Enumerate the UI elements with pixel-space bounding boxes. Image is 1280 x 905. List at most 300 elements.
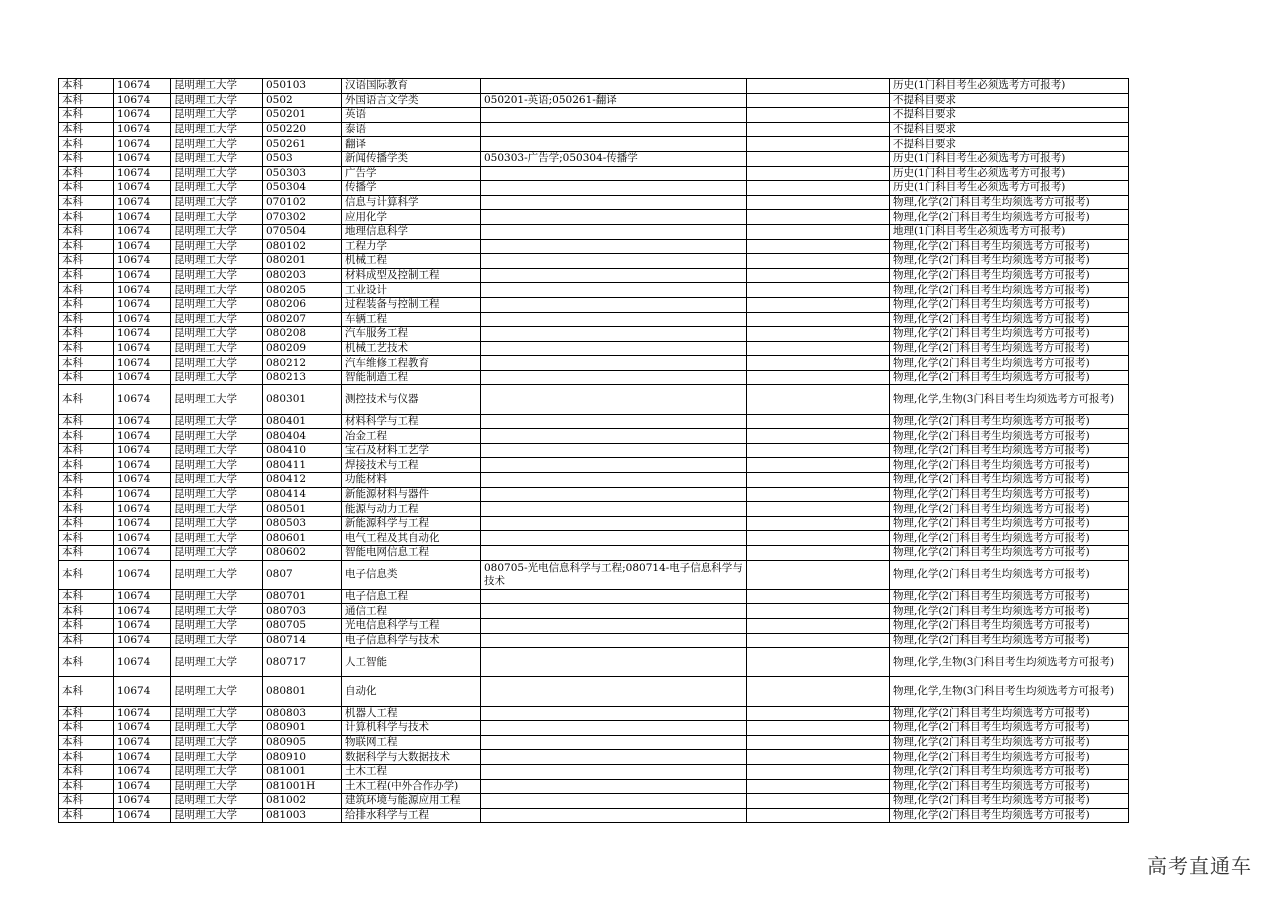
level-cell: 本科 bbox=[59, 502, 114, 517]
school-code-cell: 10674 bbox=[114, 210, 171, 225]
included-majors-cell bbox=[481, 531, 747, 546]
school-code-cell: 10674 bbox=[114, 735, 171, 750]
table-row bbox=[59, 589, 1129, 604]
subject-requirement-cell: 物理,化学(2门科目考生均须选考方可报考) bbox=[890, 502, 1129, 517]
table-row bbox=[59, 735, 1129, 750]
level-cell: 本科 bbox=[59, 808, 114, 823]
major-code-cell: 080910 bbox=[263, 750, 342, 765]
notes-cell bbox=[747, 779, 890, 794]
level-cell: 本科 bbox=[59, 487, 114, 502]
school-name-cell: 昆明理工大学 bbox=[171, 414, 263, 429]
subject-requirement-cell: 物理,化学(2门科目考生均须选考方可报考) bbox=[890, 764, 1129, 779]
major-code-cell: 080717 bbox=[263, 648, 342, 677]
school-name-cell: 昆明理工大学 bbox=[171, 764, 263, 779]
school-code-cell: 10674 bbox=[114, 297, 171, 312]
school-name-cell: 昆明理工大学 bbox=[171, 735, 263, 750]
school-code-cell: 10674 bbox=[114, 677, 171, 706]
included-majors-cell bbox=[481, 254, 747, 269]
notes-cell bbox=[747, 473, 890, 488]
major-code-cell: 080602 bbox=[263, 546, 342, 561]
subject-requirement-cell: 物理,化学(2门科目考生均须选考方可报考) bbox=[890, 604, 1129, 619]
table-row bbox=[59, 633, 1129, 648]
school-code-cell: 10674 bbox=[114, 385, 171, 414]
subject-requirement-cell: 不提科目要求 bbox=[890, 122, 1129, 137]
school-name-cell: 昆明理工大学 bbox=[171, 560, 263, 589]
included-majors-cell bbox=[481, 750, 747, 765]
included-majors-cell bbox=[481, 764, 747, 779]
table-row bbox=[59, 473, 1129, 488]
subject-requirement-cell: 物理,化学,生物(3门科目考生均须选考方可报考) bbox=[890, 648, 1129, 677]
major-code-cell: 080401 bbox=[263, 414, 342, 429]
school-code-cell: 10674 bbox=[114, 764, 171, 779]
major-code-cell: 080404 bbox=[263, 429, 342, 444]
included-majors-cell bbox=[481, 487, 747, 502]
table-row bbox=[59, 502, 1129, 517]
included-majors-cell bbox=[481, 181, 747, 196]
subject-requirement-cell: 物理,化学(2门科目考生均须选考方可报考) bbox=[890, 239, 1129, 254]
major-code-cell: 0807 bbox=[263, 560, 342, 589]
major-code-cell: 080901 bbox=[263, 721, 342, 736]
subject-requirement-cell: 物理,化学(2门科目考生均须选考方可报考) bbox=[890, 721, 1129, 736]
school-name-cell: 昆明理工大学 bbox=[171, 589, 263, 604]
school-code-cell: 10674 bbox=[114, 706, 171, 721]
school-name-cell: 昆明理工大学 bbox=[171, 151, 263, 166]
major-code-cell: 080208 bbox=[263, 327, 342, 342]
included-majors-cell bbox=[481, 502, 747, 517]
table-row bbox=[59, 604, 1129, 619]
major-code-cell: 080501 bbox=[263, 502, 342, 517]
major-name-cell: 车辆工程 bbox=[342, 312, 481, 327]
notes-cell bbox=[747, 429, 890, 444]
table-row bbox=[59, 356, 1129, 371]
major-code-cell: 080301 bbox=[263, 385, 342, 414]
included-majors-cell bbox=[481, 648, 747, 677]
included-majors-cell bbox=[481, 327, 747, 342]
major-name-cell: 汽车维修工程教育 bbox=[342, 356, 481, 371]
subject-requirement-cell: 物理,化学(2门科目考生均须选考方可报考) bbox=[890, 618, 1129, 633]
table-row bbox=[59, 516, 1129, 531]
major-code-cell: 080601 bbox=[263, 531, 342, 546]
table-row bbox=[59, 283, 1129, 298]
school-name-cell: 昆明理工大学 bbox=[171, 312, 263, 327]
school-code-cell: 10674 bbox=[114, 93, 171, 108]
notes-cell bbox=[747, 108, 890, 123]
major-name-cell: 新能源材料与器件 bbox=[342, 487, 481, 502]
subject-requirement-cell: 物理,化学(2门科目考生均须选考方可报考) bbox=[890, 589, 1129, 604]
major-code-cell: 050103 bbox=[263, 79, 342, 94]
school-code-cell: 10674 bbox=[114, 151, 171, 166]
school-code-cell: 10674 bbox=[114, 356, 171, 371]
table-row bbox=[59, 195, 1129, 210]
school-name-cell: 昆明理工大学 bbox=[171, 370, 263, 385]
major-code-cell: 080705 bbox=[263, 618, 342, 633]
included-majors-cell bbox=[481, 341, 747, 356]
included-majors-cell bbox=[481, 794, 747, 809]
school-code-cell: 10674 bbox=[114, 122, 171, 137]
table-row bbox=[59, 414, 1129, 429]
level-cell: 本科 bbox=[59, 254, 114, 269]
school-code-cell: 10674 bbox=[114, 589, 171, 604]
major-name-cell: 机械工程 bbox=[342, 254, 481, 269]
subject-requirement-cell: 物理,化学,生物(3门科目考生均须选考方可报考) bbox=[890, 385, 1129, 414]
table-row bbox=[59, 370, 1129, 385]
notes-cell bbox=[747, 93, 890, 108]
table-row bbox=[59, 458, 1129, 473]
subject-requirement-cell: 物理,化学(2门科目考生均须选考方可报考) bbox=[890, 735, 1129, 750]
notes-cell bbox=[747, 516, 890, 531]
included-majors-cell bbox=[481, 706, 747, 721]
major-code-cell: 081002 bbox=[263, 794, 342, 809]
major-code-cell: 050304 bbox=[263, 181, 342, 196]
subject-requirement-cell: 不提科目要求 bbox=[890, 137, 1129, 152]
level-cell: 本科 bbox=[59, 473, 114, 488]
major-name-cell: 冶金工程 bbox=[342, 429, 481, 444]
school-code-cell: 10674 bbox=[114, 487, 171, 502]
subject-requirement-cell: 不提科目要求 bbox=[890, 93, 1129, 108]
level-cell: 本科 bbox=[59, 312, 114, 327]
level-cell: 本科 bbox=[59, 195, 114, 210]
major-name-cell: 宝石及材料工艺学 bbox=[342, 443, 481, 458]
notes-cell bbox=[747, 458, 890, 473]
subject-requirement-cell: 物理,化学(2门科目考生均须选考方可报考) bbox=[890, 414, 1129, 429]
notes-cell bbox=[747, 370, 890, 385]
subject-requirement-cell: 物理,化学(2门科目考生均须选考方可报考) bbox=[890, 458, 1129, 473]
school-name-cell: 昆明理工大学 bbox=[171, 166, 263, 181]
subject-requirement-cell: 物理,化学(2门科目考生均须选考方可报考) bbox=[890, 210, 1129, 225]
included-majors-cell bbox=[481, 210, 747, 225]
major-name-cell: 焊接技术与工程 bbox=[342, 458, 481, 473]
watermark-logo: 高考直通车 bbox=[1147, 854, 1252, 878]
subject-requirement-cell: 历史(1门科目考生必须选考方可报考) bbox=[890, 151, 1129, 166]
school-code-cell: 10674 bbox=[114, 429, 171, 444]
school-code-cell: 10674 bbox=[114, 268, 171, 283]
notes-cell bbox=[747, 560, 890, 589]
major-code-cell: 080803 bbox=[263, 706, 342, 721]
school-code-cell: 10674 bbox=[114, 327, 171, 342]
subject-requirement-cell: 不提科目要求 bbox=[890, 108, 1129, 123]
subject-requirement-cell: 物理,化学(2门科目考生均须选考方可报考) bbox=[890, 195, 1129, 210]
school-name-cell: 昆明理工大学 bbox=[171, 137, 263, 152]
notes-cell bbox=[747, 239, 890, 254]
school-code-cell: 10674 bbox=[114, 794, 171, 809]
school-code-cell: 10674 bbox=[114, 108, 171, 123]
included-majors-cell bbox=[481, 414, 747, 429]
school-code-cell: 10674 bbox=[114, 560, 171, 589]
school-name-cell: 昆明理工大学 bbox=[171, 750, 263, 765]
school-code-cell: 10674 bbox=[114, 224, 171, 239]
major-code-cell: 080411 bbox=[263, 458, 342, 473]
major-code-cell: 050261 bbox=[263, 137, 342, 152]
subject-requirement-cell: 地理(1门科目考生必须选考方可报考) bbox=[890, 224, 1129, 239]
notes-cell bbox=[747, 137, 890, 152]
subject-requirement-cell: 物理,化学(2门科目考生均须选考方可报考) bbox=[890, 473, 1129, 488]
school-code-cell: 10674 bbox=[114, 254, 171, 269]
school-name-cell: 昆明理工大学 bbox=[171, 633, 263, 648]
school-name-cell: 昆明理工大学 bbox=[171, 108, 263, 123]
notes-cell bbox=[747, 443, 890, 458]
school-code-cell: 10674 bbox=[114, 721, 171, 736]
school-name-cell: 昆明理工大学 bbox=[171, 473, 263, 488]
school-name-cell: 昆明理工大学 bbox=[171, 794, 263, 809]
major-code-cell: 0503 bbox=[263, 151, 342, 166]
level-cell: 本科 bbox=[59, 297, 114, 312]
table-row bbox=[59, 750, 1129, 765]
included-majors-cell bbox=[481, 195, 747, 210]
major-name-cell: 过程装备与控制工程 bbox=[342, 297, 481, 312]
included-majors-cell bbox=[481, 516, 747, 531]
table-row bbox=[59, 618, 1129, 633]
table-row bbox=[59, 677, 1129, 706]
level-cell: 本科 bbox=[59, 443, 114, 458]
school-code-cell: 10674 bbox=[114, 414, 171, 429]
major-name-cell: 物联网工程 bbox=[342, 735, 481, 750]
major-name-cell: 材料成型及控制工程 bbox=[342, 268, 481, 283]
major-code-cell: 050303 bbox=[263, 166, 342, 181]
included-majors-cell bbox=[481, 443, 747, 458]
major-name-cell: 英语 bbox=[342, 108, 481, 123]
included-majors-cell bbox=[481, 633, 747, 648]
notes-cell bbox=[747, 385, 890, 414]
major-name-cell: 电子信息类 bbox=[342, 560, 481, 589]
level-cell: 本科 bbox=[59, 589, 114, 604]
level-cell: 本科 bbox=[59, 239, 114, 254]
school-name-cell: 昆明理工大学 bbox=[171, 181, 263, 196]
included-majors-cell bbox=[481, 239, 747, 254]
table-row bbox=[59, 312, 1129, 327]
major-code-cell: 080206 bbox=[263, 297, 342, 312]
subject-requirement-cell: 物理,化学(2门科目考生均须选考方可报考) bbox=[890, 443, 1129, 458]
major-code-cell: 081001 bbox=[263, 764, 342, 779]
major-name-cell: 计算机科学与技术 bbox=[342, 721, 481, 736]
major-name-cell: 智能制造工程 bbox=[342, 370, 481, 385]
school-name-cell: 昆明理工大学 bbox=[171, 356, 263, 371]
level-cell: 本科 bbox=[59, 779, 114, 794]
subject-requirement-cell: 物理,化学(2门科目考生均须选考方可报考) bbox=[890, 283, 1129, 298]
subject-requirement-cell: 物理,化学(2门科目考生均须选考方可报考) bbox=[890, 808, 1129, 823]
notes-cell bbox=[747, 764, 890, 779]
school-code-cell: 10674 bbox=[114, 473, 171, 488]
school-code-cell: 10674 bbox=[114, 648, 171, 677]
notes-cell bbox=[747, 677, 890, 706]
included-majors-cell bbox=[481, 356, 747, 371]
table-row bbox=[59, 210, 1129, 225]
included-majors-cell bbox=[481, 458, 747, 473]
subject-requirement-cell: 物理,化学(2门科目考生均须选考方可报考) bbox=[890, 516, 1129, 531]
included-majors-cell bbox=[481, 224, 747, 239]
school-code-cell: 10674 bbox=[114, 618, 171, 633]
level-cell: 本科 bbox=[59, 151, 114, 166]
included-majors-cell bbox=[481, 546, 747, 561]
subject-requirement-cell: 物理,化学(2门科目考生均须选考方可报考) bbox=[890, 370, 1129, 385]
major-code-cell: 081003 bbox=[263, 808, 342, 823]
major-name-cell: 材料科学与工程 bbox=[342, 414, 481, 429]
subject-requirement-cell: 物理,化学(2门科目考生均须选考方可报考) bbox=[890, 794, 1129, 809]
notes-cell bbox=[747, 151, 890, 166]
major-name-cell: 建筑环境与能源应用工程 bbox=[342, 794, 481, 809]
notes-cell bbox=[747, 750, 890, 765]
notes-cell bbox=[747, 721, 890, 736]
school-code-cell: 10674 bbox=[114, 341, 171, 356]
notes-cell bbox=[747, 531, 890, 546]
included-majors-cell bbox=[481, 137, 747, 152]
major-name-cell: 汉语国际教育 bbox=[342, 79, 481, 94]
major-code-cell: 080905 bbox=[263, 735, 342, 750]
table-row bbox=[59, 808, 1129, 823]
notes-cell bbox=[747, 648, 890, 677]
school-code-cell: 10674 bbox=[114, 779, 171, 794]
major-code-cell: 080207 bbox=[263, 312, 342, 327]
included-majors-cell bbox=[481, 589, 747, 604]
table-row bbox=[59, 137, 1129, 152]
level-cell: 本科 bbox=[59, 618, 114, 633]
level-cell: 本科 bbox=[59, 108, 114, 123]
school-name-cell: 昆明理工大学 bbox=[171, 502, 263, 517]
included-majors-cell bbox=[481, 808, 747, 823]
subject-requirement-cell: 历史(1门科目考生必须选考方可报考) bbox=[890, 79, 1129, 94]
school-name-cell: 昆明理工大学 bbox=[171, 618, 263, 633]
table-row bbox=[59, 560, 1129, 589]
level-cell: 本科 bbox=[59, 794, 114, 809]
included-majors-cell bbox=[481, 735, 747, 750]
school-name-cell: 昆明理工大学 bbox=[171, 385, 263, 414]
level-cell: 本科 bbox=[59, 166, 114, 181]
major-name-cell: 电子信息科学与技术 bbox=[342, 633, 481, 648]
notes-cell bbox=[747, 312, 890, 327]
subject-requirement-cell: 历史(1门科目考生必须选考方可报考) bbox=[890, 166, 1129, 181]
school-code-cell: 10674 bbox=[114, 808, 171, 823]
major-name-cell: 工业设计 bbox=[342, 283, 481, 298]
school-name-cell: 昆明理工大学 bbox=[171, 210, 263, 225]
major-code-cell: 080201 bbox=[263, 254, 342, 269]
school-name-cell: 昆明理工大学 bbox=[171, 79, 263, 94]
included-majors-cell bbox=[481, 370, 747, 385]
level-cell: 本科 bbox=[59, 546, 114, 561]
major-name-cell: 机器人工程 bbox=[342, 706, 481, 721]
major-name-cell: 信息与计算科学 bbox=[342, 195, 481, 210]
notes-cell bbox=[747, 122, 890, 137]
included-majors-cell bbox=[481, 779, 747, 794]
school-name-cell: 昆明理工大学 bbox=[171, 779, 263, 794]
notes-cell bbox=[747, 356, 890, 371]
major-name-cell: 外国语言文学类 bbox=[342, 93, 481, 108]
notes-cell bbox=[747, 283, 890, 298]
subject-requirement-cell: 物理,化学(2门科目考生均须选考方可报考) bbox=[890, 254, 1129, 269]
school-name-cell: 昆明理工大学 bbox=[171, 721, 263, 736]
school-name-cell: 昆明理工大学 bbox=[171, 604, 263, 619]
notes-cell bbox=[747, 808, 890, 823]
major-name-cell: 应用化学 bbox=[342, 210, 481, 225]
major-code-cell: 050220 bbox=[263, 122, 342, 137]
major-name-cell: 电气工程及其自动化 bbox=[342, 531, 481, 546]
level-cell: 本科 bbox=[59, 137, 114, 152]
major-name-cell: 工程力学 bbox=[342, 239, 481, 254]
table-row bbox=[59, 122, 1129, 137]
included-majors-cell bbox=[481, 122, 747, 137]
major-name-cell: 翻译 bbox=[342, 137, 481, 152]
major-code-cell: 070302 bbox=[263, 210, 342, 225]
major-code-cell: 080714 bbox=[263, 633, 342, 648]
school-code-cell: 10674 bbox=[114, 633, 171, 648]
major-name-cell: 给排水科学与工程 bbox=[342, 808, 481, 823]
notes-cell bbox=[747, 254, 890, 269]
table-row bbox=[59, 224, 1129, 239]
major-code-cell: 080209 bbox=[263, 341, 342, 356]
level-cell: 本科 bbox=[59, 356, 114, 371]
major-name-cell: 智能电网信息工程 bbox=[342, 546, 481, 561]
level-cell: 本科 bbox=[59, 677, 114, 706]
major-name-cell: 广告学 bbox=[342, 166, 481, 181]
major-code-cell: 080102 bbox=[263, 239, 342, 254]
level-cell: 本科 bbox=[59, 706, 114, 721]
table-row bbox=[59, 385, 1129, 414]
major-name-cell: 泰语 bbox=[342, 122, 481, 137]
school-name-cell: 昆明理工大学 bbox=[171, 297, 263, 312]
level-cell: 本科 bbox=[59, 735, 114, 750]
major-code-cell: 080701 bbox=[263, 589, 342, 604]
major-name-cell: 光电信息科学与工程 bbox=[342, 618, 481, 633]
school-code-cell: 10674 bbox=[114, 312, 171, 327]
school-code-cell: 10674 bbox=[114, 516, 171, 531]
level-cell: 本科 bbox=[59, 79, 114, 94]
included-majors-cell: 050201-英语;050261-翻译 bbox=[481, 93, 747, 108]
school-name-cell: 昆明理工大学 bbox=[171, 239, 263, 254]
subject-requirement-cell: 物理,化学(2门科目考生均须选考方可报考) bbox=[890, 487, 1129, 502]
subject-requirement-cell: 物理,化学(2门科目考生均须选考方可报考) bbox=[890, 633, 1129, 648]
table-row bbox=[59, 79, 1129, 94]
notes-cell bbox=[747, 633, 890, 648]
notes-cell bbox=[747, 546, 890, 561]
included-majors-cell bbox=[481, 108, 747, 123]
major-name-cell: 地理信息科学 bbox=[342, 224, 481, 239]
table-row bbox=[59, 429, 1129, 444]
level-cell: 本科 bbox=[59, 370, 114, 385]
school-name-cell: 昆明理工大学 bbox=[171, 706, 263, 721]
level-cell: 本科 bbox=[59, 327, 114, 342]
school-name-cell: 昆明理工大学 bbox=[171, 487, 263, 502]
notes-cell bbox=[747, 735, 890, 750]
notes-cell bbox=[747, 166, 890, 181]
major-name-cell: 电子信息工程 bbox=[342, 589, 481, 604]
major-name-cell: 汽车服务工程 bbox=[342, 327, 481, 342]
subject-requirement-cell: 物理,化学(2门科目考生均须选考方可报考) bbox=[890, 779, 1129, 794]
major-code-cell: 070102 bbox=[263, 195, 342, 210]
school-name-cell: 昆明理工大学 bbox=[171, 93, 263, 108]
major-code-cell: 081001H bbox=[263, 779, 342, 794]
subject-requirement-cell: 物理,化学(2门科目考生均须选考方可报考) bbox=[890, 268, 1129, 283]
level-cell: 本科 bbox=[59, 633, 114, 648]
table-row bbox=[59, 151, 1129, 166]
major-name-cell: 人工智能 bbox=[342, 648, 481, 677]
included-majors-cell bbox=[481, 268, 747, 283]
included-majors-cell: 080705-光电信息科学与工程;080714-电子信息科学与技术 bbox=[481, 560, 747, 589]
school-name-cell: 昆明理工大学 bbox=[171, 254, 263, 269]
table-row bbox=[59, 268, 1129, 283]
major-code-cell: 080412 bbox=[263, 473, 342, 488]
school-code-cell: 10674 bbox=[114, 283, 171, 298]
school-name-cell: 昆明理工大学 bbox=[171, 516, 263, 531]
major-name-cell: 新能源科学与工程 bbox=[342, 516, 481, 531]
major-code-cell: 080213 bbox=[263, 370, 342, 385]
subject-requirement-cell: 物理,化学(2门科目考生均须选考方可报考) bbox=[890, 546, 1129, 561]
notes-cell bbox=[747, 487, 890, 502]
table-row bbox=[59, 93, 1129, 108]
level-cell: 本科 bbox=[59, 210, 114, 225]
major-name-cell: 土木工程 bbox=[342, 764, 481, 779]
level-cell: 本科 bbox=[59, 122, 114, 137]
included-majors-cell bbox=[481, 79, 747, 94]
notes-cell bbox=[747, 297, 890, 312]
notes-cell bbox=[747, 794, 890, 809]
